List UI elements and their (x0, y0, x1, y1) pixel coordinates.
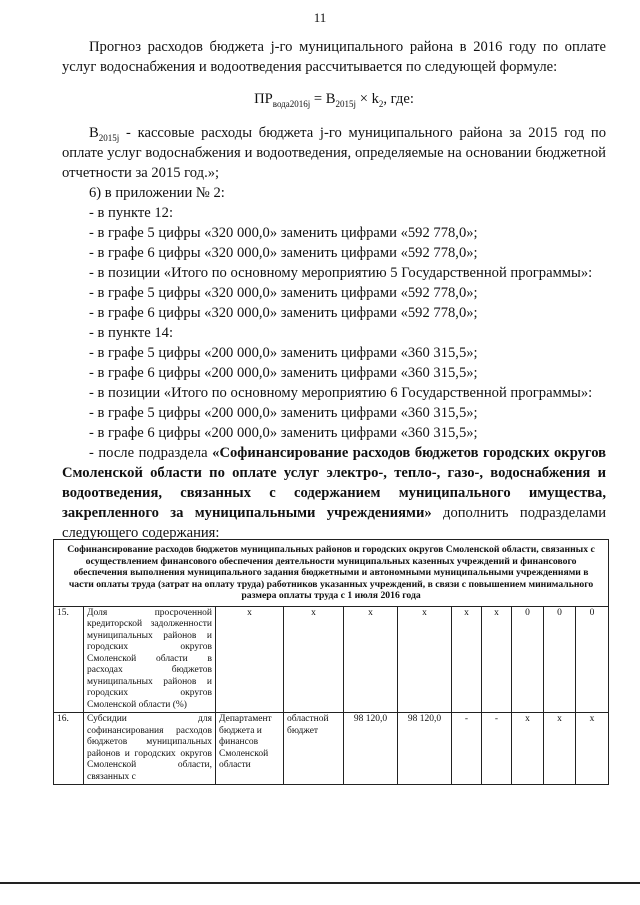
row-col10: 0 (544, 606, 576, 713)
amendment-table (53, 539, 609, 785)
formula-times: × k (356, 91, 379, 107)
row-col5: 98 120,0 (344, 713, 398, 785)
table-row (54, 713, 609, 785)
row-source: х (284, 606, 344, 713)
row-col8: х (482, 606, 512, 713)
row-col5: х (344, 606, 398, 713)
row-executor: Департамент бюджета и финансов Смоленской области (216, 713, 284, 785)
amend-line: - в графе 6 цифры «200 000,0» заменить цифрами «360 315,5»; (89, 425, 478, 441)
row-name: Субсидии для софинансирования расходов бюджетов муниципальных районов и городских округов Смоленской области, связанных с (84, 713, 216, 785)
row-executor: х (216, 606, 284, 713)
definition-symbol: В (89, 125, 99, 141)
formula-lhs: ПР (254, 91, 273, 107)
amend-position-6: - в позиции «Итого по основному мероприятию 6 Государственной программы»: (89, 385, 593, 401)
formula (62, 89, 606, 109)
formula-tail: , где: (383, 91, 414, 107)
row-number: 16. (54, 713, 84, 785)
row-name: Доля просроченной кредиторской задолженности муниципальных районов и городских округов Смоленской области в расходах бюджетов муниципальных районов и городских округов Смоленской области (%) (84, 606, 216, 713)
row-col7: - (452, 713, 482, 785)
row-source: областной бюджет (284, 713, 344, 785)
formula-k-sub: 2 (378, 98, 384, 109)
definition-paragraph (62, 123, 606, 183)
row-col10: х (544, 713, 576, 785)
amend-line: - в пункте 12: (89, 205, 174, 221)
intro-paragraph: Прогноз расходов бюджета j-го муниципального района в 2016 году по оплате услуг водоснабжения и водоотведения рассчитывается по следующей формуле: (62, 39, 606, 75)
page-bottom-divider (0, 882, 640, 884)
row-col11: х (576, 713, 609, 785)
row-col8: - (482, 713, 512, 785)
definition-sub: 2015j (98, 132, 120, 143)
row-col11: 0 (576, 606, 609, 713)
final-post: дополнить подразделами следующего содержания: (62, 505, 606, 541)
row-col9: 0 (512, 606, 544, 713)
row-col6: 98 120,0 (398, 713, 452, 785)
amend-line: - в графе 5 цифры «200 000,0» заменить цифрами «360 315,5»; (89, 345, 478, 361)
amend-line: - в графе 5 цифры «320 000,0» заменить цифрами «592 778,0»; (89, 285, 478, 301)
definition-text: - кассовые расходы бюджета j-го муниципального района за 2015 год по оплате услуг водоснабжения и водоотведения, определяемые на основании бюджетной отчетности за 2015 год.»; (62, 125, 606, 181)
row-col9: х (512, 713, 544, 785)
page-number: 11 (313, 10, 327, 25)
table-row (54, 606, 609, 713)
amend-line: - в пункте 14: (89, 325, 174, 341)
table-header-row (54, 540, 609, 607)
row-col6: х (398, 606, 452, 713)
table-header: Софинансирование расходов бюджетов муниципальных районов и городских округов Смоленской области, связанных с осуществлением финансового обеспечения деятельности муниципальных казенных учреждений и финансового обеспечения выполнения муниципального задания бюджетными и автономными муниципальными учреждениями в части оплаты труда (затрат на оплату труда) работников указанных учреждений, в связи с повышением минимального размера оплаты труда с 1 июля 2016 года (54, 540, 609, 607)
final-bold-subsection: «Софинансирование расходов бюджетов городских округов Смоленской области по оплате услуг электро-, тепло-, газо-, водоснабжения и водоотведения, связанных с содержанием муниципального имущества, закрепленного за муниципальными учреждениями» (62, 445, 607, 521)
row-number: 15. (54, 606, 84, 713)
amend-line: - в графе 6 цифры «320 000,0» заменить цифрами «592 778,0»; (89, 245, 478, 261)
amend-line: - в графе 6 цифры «200 000,0» заменить цифрами «360 315,5»; (89, 365, 478, 381)
formula-eq: = В (310, 91, 336, 107)
amend-position-5: - в позиции «Итого по основному мероприятию 5 Государственной программы»: (89, 265, 593, 281)
formula-lhs-sub: вода2016j (272, 98, 311, 109)
amend-line: - в графе 6 цифры «320 000,0» заменить цифрами «592 778,0»; (89, 305, 478, 321)
amend-line: - в графе 5 цифры «200 000,0» заменить цифрами «360 315,5»; (89, 405, 478, 421)
formula-mid-sub: 2015j (335, 98, 357, 109)
final-pre: - после подраздела (89, 445, 213, 461)
document-body (62, 37, 606, 543)
amend-line: - в графе 5 цифры «320 000,0» заменить цифрами «592 778,0»; (89, 225, 478, 241)
final-paragraph (62, 443, 606, 543)
row-col7: х (452, 606, 482, 713)
amend-line: 6) в приложении № 2: (89, 185, 225, 201)
